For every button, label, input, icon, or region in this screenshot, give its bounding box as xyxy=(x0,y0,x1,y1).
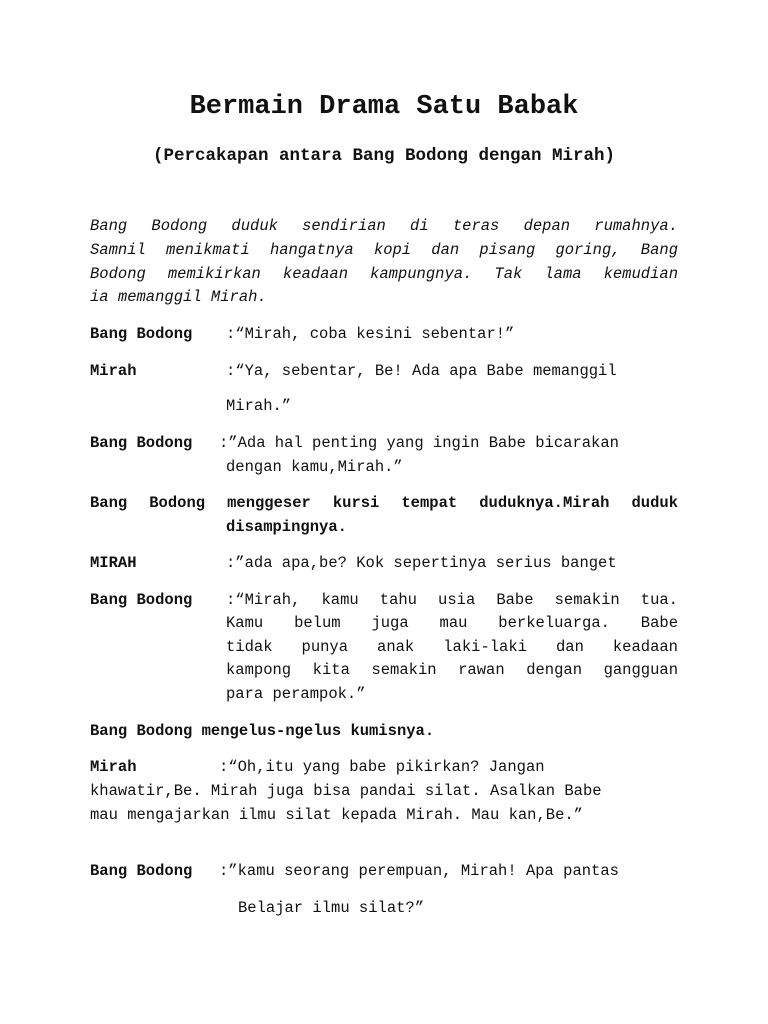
document-title: Bermain Drama Satu Babak xyxy=(189,92,579,122)
dialog-line: :”Ada hal penting yang ingin Babe bicarakan xyxy=(219,434,619,452)
speaker-name: MIRAH xyxy=(90,554,137,572)
stage-direction: Bang Bodong mengelus-ngelus kumisnya. xyxy=(90,722,435,740)
dialog-line: Belajar ilmu silat?” xyxy=(238,899,425,917)
speaker-name: Bang Bodong xyxy=(90,325,193,343)
intro-line: Bodong memikirkan keadaan kampungnya. Tak lama kemudian xyxy=(90,265,678,283)
dialog-line: :“Mirah, coba kesini sebentar!” xyxy=(226,325,515,343)
dialog-line: Mirah.” xyxy=(226,397,292,415)
dialog-line: tidak punya anak laki-laki dan keadaan xyxy=(226,638,678,656)
intro-line: Samnil menikmati hangatnya kopi dan pisang goring, Bang xyxy=(90,241,678,259)
dialog-line: :“Ya, sebentar, Be! Ada apa Babe memanggil xyxy=(226,362,617,380)
speaker-name: Bang Bodong xyxy=(90,434,193,452)
document-subtitle: (Percakapan antara Bang Bodong dengan Mirah) xyxy=(152,146,616,166)
dialog-line: :”kamu seorang perempuan, Mirah! Apa pantas xyxy=(219,862,619,880)
speaker-name: Bang Bodong xyxy=(90,591,193,609)
stage-direction: disampingnya. xyxy=(226,518,347,536)
intro-line: Bang Bodong duduk sendirian di teras depan rumahnya. xyxy=(90,217,678,235)
dialog-line: para perampok.” xyxy=(226,685,366,703)
dialog-line: :”ada apa,be? Kok sepertinya serius banget xyxy=(226,554,617,572)
speaker-name: Bang Bodong xyxy=(90,862,193,880)
dialog-line: Kamu belum juga mau berkeluarga. Babe xyxy=(226,614,678,632)
speaker-name: Mirah xyxy=(90,362,137,380)
dialog-line: :“Mirah, kamu tahu usia Babe semakin tua. xyxy=(226,591,678,609)
dialog-line: khawatir,Be. Mirah juga bisa pandai silat. Asalkan Babe xyxy=(90,782,602,800)
dialog-line: kampong kita semakin rawan dengan gangguan xyxy=(226,661,678,679)
speaker-name: Mirah xyxy=(90,758,137,776)
stage-direction: Bang Bodong menggeser kursi tempat duduknya.Mirah duduk xyxy=(90,494,678,512)
intro-line: ia memanggil Mirah. xyxy=(90,288,267,306)
dialog-line: mau mengajarkan ilmu silat kepada Mirah. Mau kan,Be.” xyxy=(90,806,583,824)
dialog-line: :“Oh,itu yang babe pikirkan? Jangan xyxy=(219,758,545,776)
dialog-line: dengan kamu,Mirah.” xyxy=(226,458,403,476)
